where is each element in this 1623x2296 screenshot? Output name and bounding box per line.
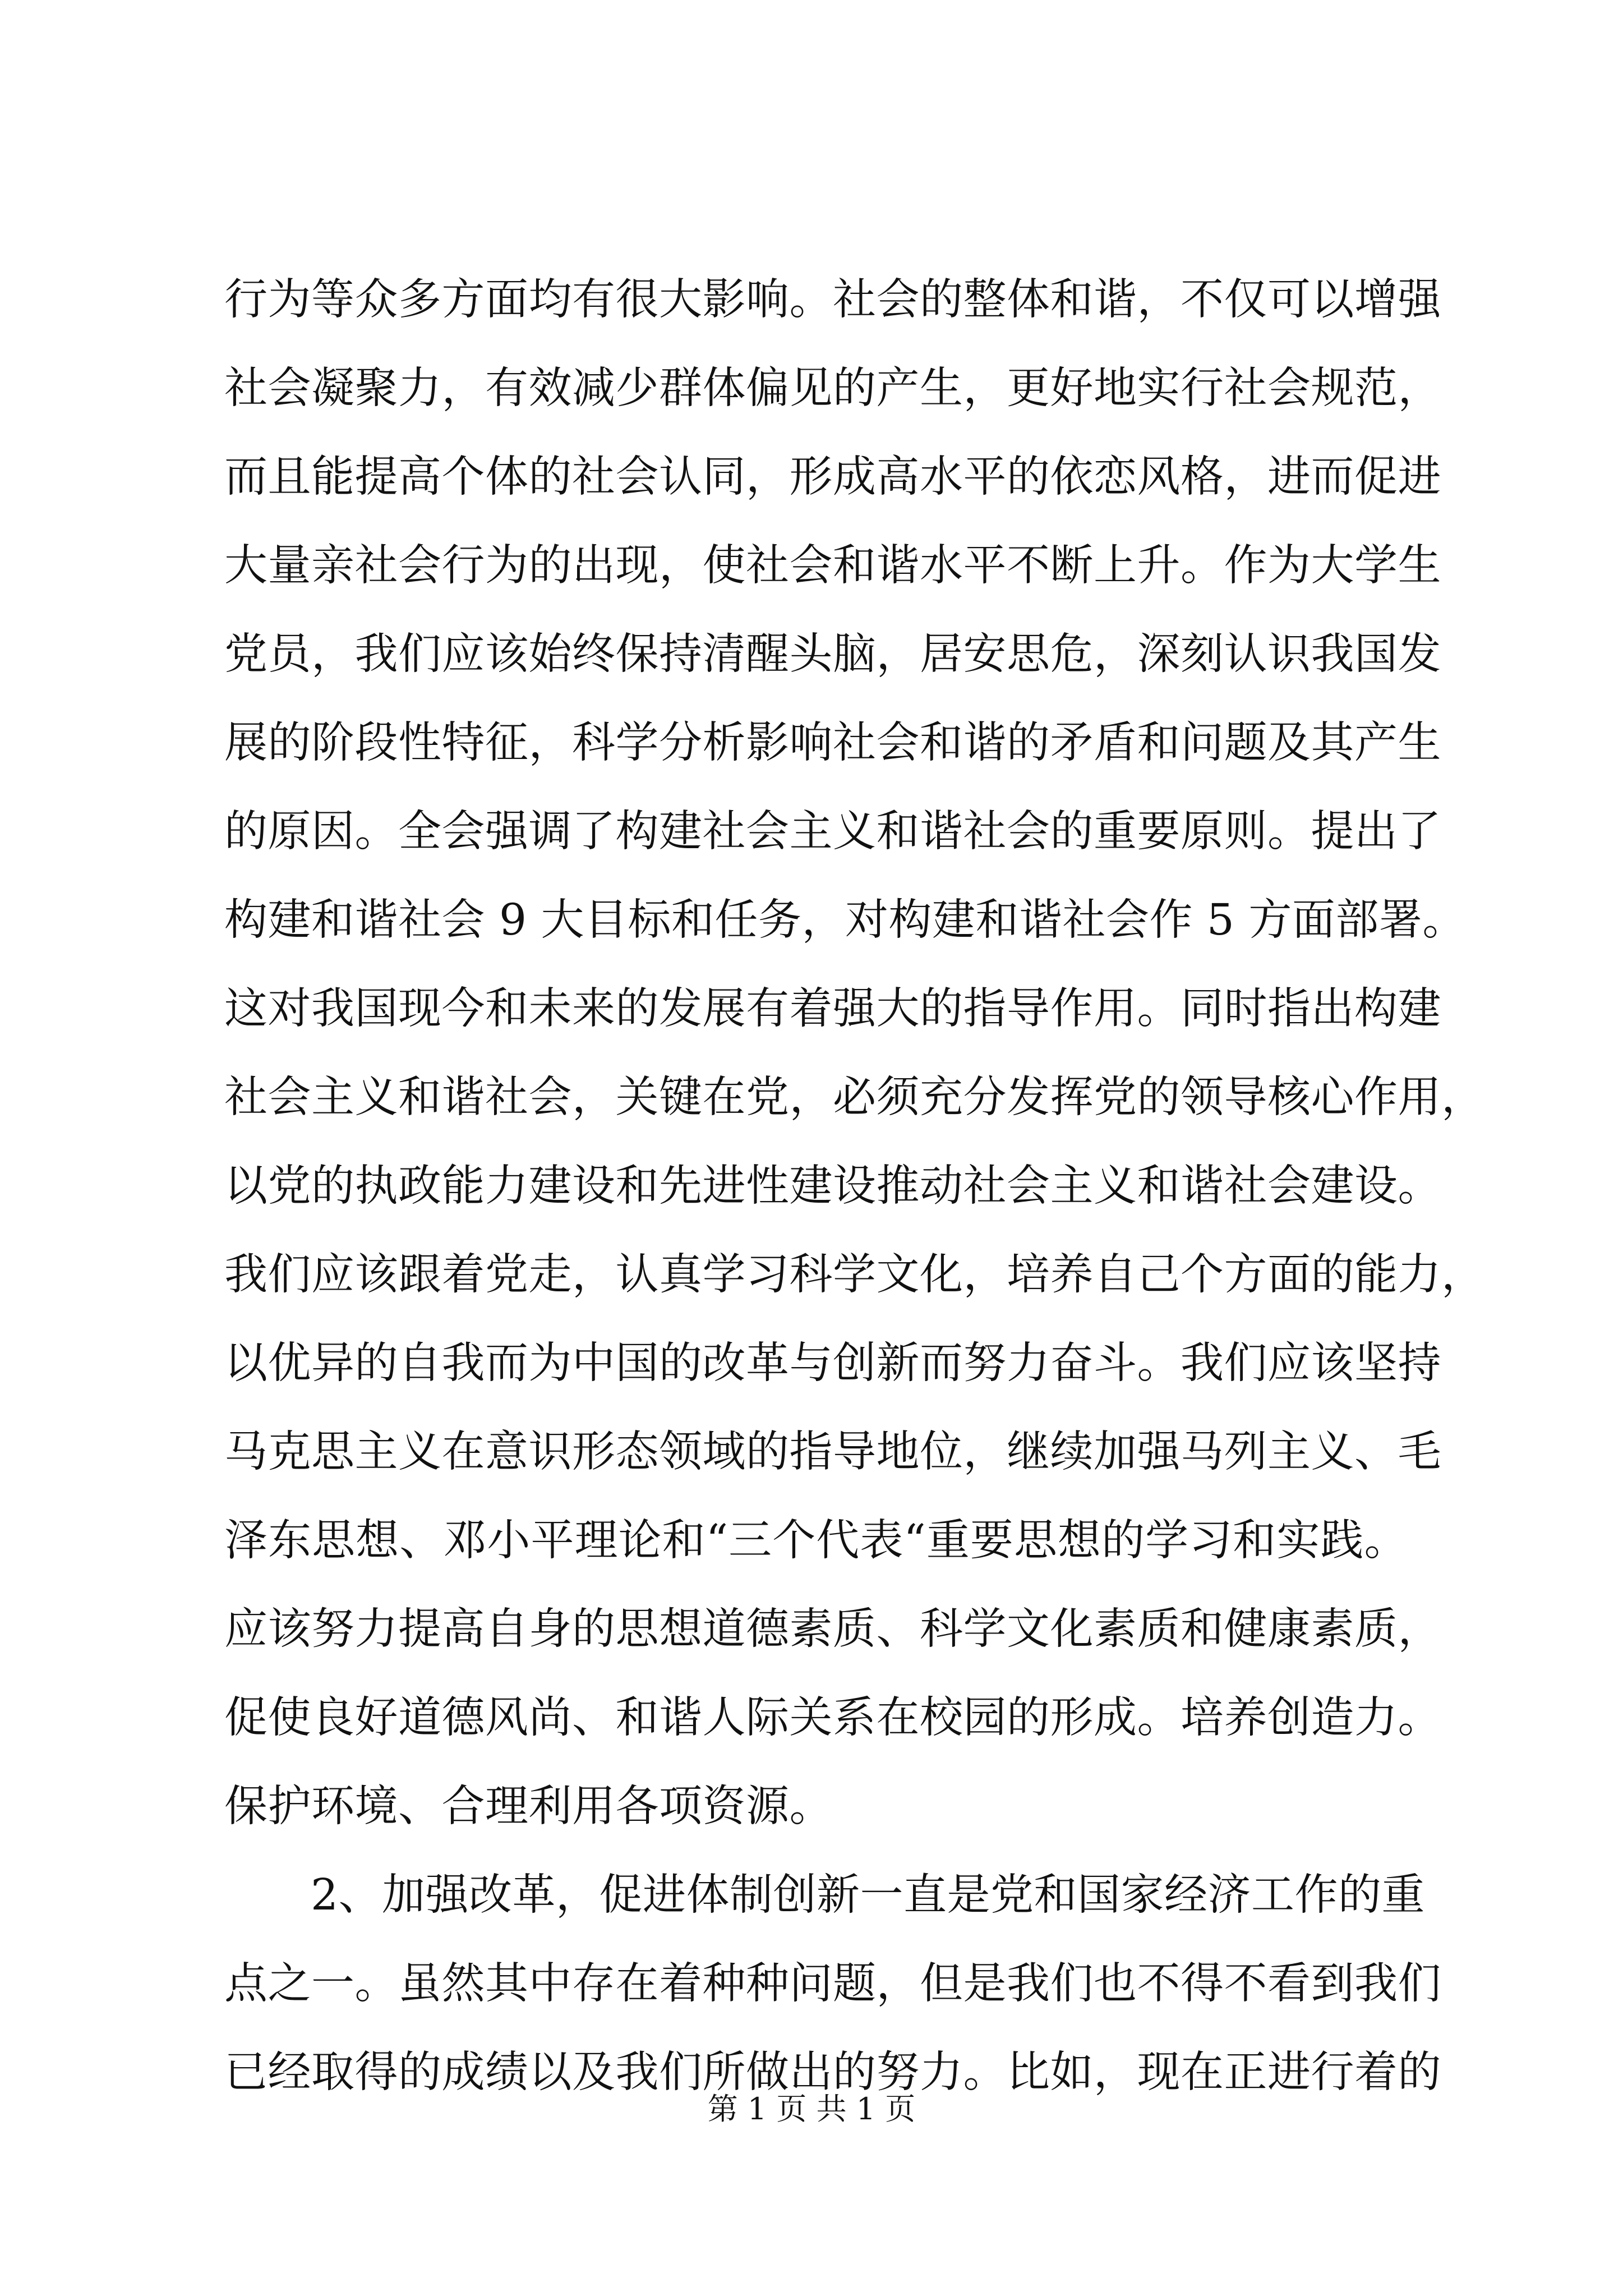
body-text: [224, 275, 1485, 2136]
text-line: 大量亲社会行为的出现，使社会和谐水平不断上升。作为大学生: [224, 541, 1441, 591]
text-line: 社会凝聚力，有效减少群体偏见的产生，更好地实行社会规范，: [224, 364, 1441, 413]
text-line: 我们应该跟着党走，认真学习科学文化，培养自己个方面的能力，: [224, 1250, 1485, 1300]
text-line: 社会主义和谐社会，关键在党，必须充分发挥党的领导核心作用，: [224, 1073, 1485, 1122]
text-line: 马克思主义在意识形态领域的指导地位，继续加强马列主义、毛: [224, 1427, 1441, 1477]
text-line: 保护环境、合理利用各项资源。: [224, 1782, 833, 1832]
text-line: 泽东思想、邓小平理论和“三个代表“重要思想的学习和实践。: [224, 1516, 1408, 1566]
text-line: 以党的执政能力建设和先进性建设推动社会主义和谐社会建设。: [224, 1161, 1441, 1211]
text-line: 应该努力提高自身的思想道德素质、科学文化素质和健康素质，: [224, 1604, 1441, 1654]
text-line: 已经取得的成绩以及我们所做出的努力。比如，现在正进行着的: [224, 2047, 1441, 2097]
text-line: 的原因。全会强调了构建社会主义和谐社会的重要原则。提出了: [224, 807, 1441, 857]
text-line: 而且能提高个体的社会认同，形成高水平的依恋风格，进而促进: [224, 452, 1441, 502]
text-line: 以优异的自我而为中国的改革与创新而努力奋斗。我们应该坚持: [224, 1338, 1441, 1388]
text-line: 促使良好道德风尚、和谐人际关系在校园的形成。培养创造力。: [224, 1693, 1441, 1743]
text-line: 构建和谐社会 9 大目标和任务，对构建和谐社会作 5 方面部署。: [224, 895, 1466, 945]
text-line: 展的阶段性特征，科学分析影响社会和谐的矛盾和问题及其产生: [224, 718, 1441, 768]
text-line: 点之一。虽然其中存在着种种问题，但是我们也不得不看到我们: [224, 1959, 1441, 2009]
page-number-footer: 第 1 页 共 1 页: [707, 2091, 916, 2127]
text-line: 党员，我们应该始终保持清醒头脑，居安思危，深刻认识我国发: [224, 629, 1441, 679]
text-line: 这对我国现今和未来的发展有着强大的指导作用。同时指出构建: [224, 984, 1441, 1034]
paragraph-first-line: 2、加强改革，促进体制创新一直是党和国家经济工作的重: [311, 1870, 1425, 1920]
text-line: 行为等众多方面均有很大影响。社会的整体和谐，不仅可以增强: [224, 275, 1441, 325]
